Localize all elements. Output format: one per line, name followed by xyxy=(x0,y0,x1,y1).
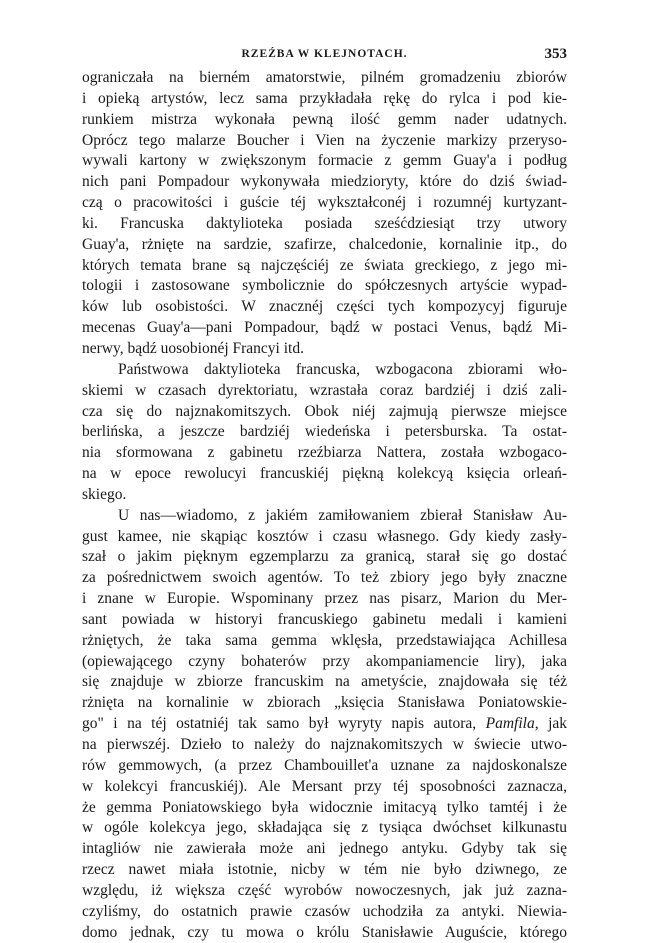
text-line xyxy=(82,360,567,381)
text-line xyxy=(82,276,567,297)
line-text: szał o jakim pięknym egzemplarzu za granicą, starał się go dostać xyxy=(82,548,567,566)
line-text: nia sformowana z gabinetu rzeźbiarza Nattera, została wzbogaco- xyxy=(82,444,567,462)
text-line xyxy=(82,798,567,819)
text-line xyxy=(82,193,567,214)
line-text: sant powiada w historyi francuskiego gabinetu medali i kamieni xyxy=(82,610,567,628)
line-text: rów gemmowych, (a przez Chambouillet'a uznane za najdoskonalsze xyxy=(82,756,567,774)
line-text: czyliśmy, do ostatnich prawie czasów uchodziła za antyki. Niewia- xyxy=(82,902,567,920)
line-text: runkiem mistrza wykonała pewną ilość gemm nader udatnych. xyxy=(82,110,567,128)
line-text: na pierwszéj. Dzieło to należy do najznakomitszych w świecie utwo- xyxy=(82,736,567,753)
line-text: których temata brane są najczęściéj ze świata greckiego, z jego mi- xyxy=(82,256,567,274)
line-text: i znane w Europie. Wspominany przez nas pisarz, Marion du Mer- xyxy=(82,590,567,608)
text-line xyxy=(82,568,567,589)
line-text: U nas—wiadomo, z jakiém zamiłowaniem zbierał Stanisław Au- xyxy=(118,506,567,524)
line-text: cza się do najznakomitszych. Obok niéj zajmują pierwsze miejsce xyxy=(82,402,567,420)
line-text: Oprócz tego malarze Boucher i Vien na życzenie markizy przeryso- xyxy=(82,131,567,149)
line-text: za pośrednictwem swoich agentów. To też zbiory jego były znaczne xyxy=(82,569,567,587)
line-text: berlińska, a jeszcze bardziéj wiedeńska i petersburska. Ta ostat- xyxy=(82,423,567,441)
text-line xyxy=(82,172,567,193)
text-line xyxy=(82,256,567,277)
line-text: czą o pracowitości i guście téj wykształconéj i rozumnéj kurtyzant- xyxy=(82,194,567,212)
running-head xyxy=(82,46,567,66)
text-line xyxy=(82,485,567,506)
line-text: ograniczała na bierném amatorstwie, pilném gromadzeniu zbiorów xyxy=(82,69,567,86)
text-line xyxy=(82,214,567,235)
line-text: intagliów nie zawierała może ani jednego antyku. Gdyby tak się xyxy=(82,840,567,858)
text-line xyxy=(82,151,567,172)
text-line xyxy=(82,339,567,360)
line-text: rżniętych, że taka sama gemma wklęsła, przedstawiająca Achillesa xyxy=(82,631,567,649)
text-line xyxy=(82,506,567,527)
text-line xyxy=(82,693,567,714)
line-text: skiego. xyxy=(82,485,127,503)
text-line xyxy=(82,110,567,131)
text-line xyxy=(82,881,567,902)
line-text: rzecz nawet miała istotnie, nicby w tém nie było dziwnego, ze xyxy=(82,861,567,879)
line-text: względu, iż większa część wyrobów nowoczesnych, jak już zazna- xyxy=(82,881,567,899)
line-text: skiemi w czasach dyrektoriatu, wzrastała coraz bardziéj i dziś zali- xyxy=(82,381,567,399)
line-text: w ogóle kolekcya jego, składająca się z tysiąca dwóchset kilkunastu xyxy=(82,819,567,837)
line-text: mecenas Guay'a—pani Pompadour, bądź w postaci Venus, bądź Mi- xyxy=(82,319,567,337)
line-italic-text: Pamfila, xyxy=(485,715,539,733)
text-line xyxy=(82,902,567,923)
line-text: nich pani Pompadour wykonywała miedzioryty, które do dziś świad- xyxy=(82,173,567,191)
text-line xyxy=(82,714,567,735)
text-line xyxy=(82,297,567,318)
text-line xyxy=(82,610,567,631)
line-text: się znajduje w zbiorze francuskim na ametyście, znajdowała się téż xyxy=(82,673,567,691)
text-line xyxy=(82,547,567,568)
text-line xyxy=(82,777,567,798)
line-text: i opieką artystów, lecz sama przykładała rękę do rylca i pod kie- xyxy=(82,89,567,107)
text-line xyxy=(82,443,567,464)
line-text: że gemma Poniatowskiego była widocznie imitacyą tylko tamtéj i że xyxy=(82,798,567,816)
text-line xyxy=(82,756,567,777)
text-line xyxy=(82,402,567,423)
line-text: Państwowa daktylioteka francuska, wzbogacona zbiorami wło- xyxy=(118,360,567,378)
text-line xyxy=(82,131,567,152)
line-text: na w epoce rewolucyi francuskiéj piękną kolekcyą księcia orleań- xyxy=(82,465,567,483)
text-line xyxy=(82,527,567,548)
text-line xyxy=(82,589,567,610)
line-text: ków lub osobistości. W znacznéj części tych kompozycyj figuruje xyxy=(82,298,567,316)
line-text: w kolekcyi francuskiéj). Ale Mersant przy téj sposobności zaznacza, xyxy=(82,777,567,795)
text-line xyxy=(82,923,567,943)
line-text: domo jednak, czy tu mowa o królu Stanisławie Auguście, którego xyxy=(82,923,567,941)
text-line xyxy=(82,89,567,110)
text-line xyxy=(82,68,567,89)
line-text: (opiewającego czyny bohaterów przy akompaniamencie liry), jaka xyxy=(82,652,567,670)
text-line xyxy=(82,735,567,756)
text-line xyxy=(82,318,567,339)
text-line xyxy=(82,652,567,673)
line-text: gust kamee, nie skąpiąc kosztów i czasu własnego. Gdy kiedy zasły- xyxy=(82,527,567,545)
line-text: ki. Francuska daktylioteka posiada sześćdziesiąt trzy utwory xyxy=(82,214,567,232)
text-line xyxy=(82,839,567,860)
text-line xyxy=(82,422,567,443)
line-text: wywali kartony w zwiększonym formacie z gemm Guay'a i podług xyxy=(82,152,567,170)
line-text: go" i na téj ostatniéj tak samo był wyryty napis autora, xyxy=(82,715,486,733)
text-line xyxy=(82,860,567,881)
text-line xyxy=(82,235,567,256)
text-line xyxy=(82,381,567,402)
line-text: Guay'a, rżnięte na sardzie, szafirze, chalcedonie, kornalinie itp., do xyxy=(82,235,567,253)
line-text: nerwy, bądź uosobionéj Francyi itd. xyxy=(82,339,304,357)
text-line xyxy=(82,464,567,485)
body-text xyxy=(82,68,567,943)
running-title: RZEŹBA W KLEJNOTACH. xyxy=(241,48,408,60)
text-line xyxy=(82,818,567,839)
text-line xyxy=(82,672,567,693)
line-text: rżnięta na kornalinie w zbiorach „księcia Stanisława Poniatowskie- xyxy=(82,694,567,712)
line-text: tologii i zastosowane symbolicznie do spółczesnych artyście wypad- xyxy=(82,277,567,295)
text-line xyxy=(82,631,567,652)
page-number: 353 xyxy=(544,46,567,62)
line-tail-text: jak xyxy=(538,715,567,733)
